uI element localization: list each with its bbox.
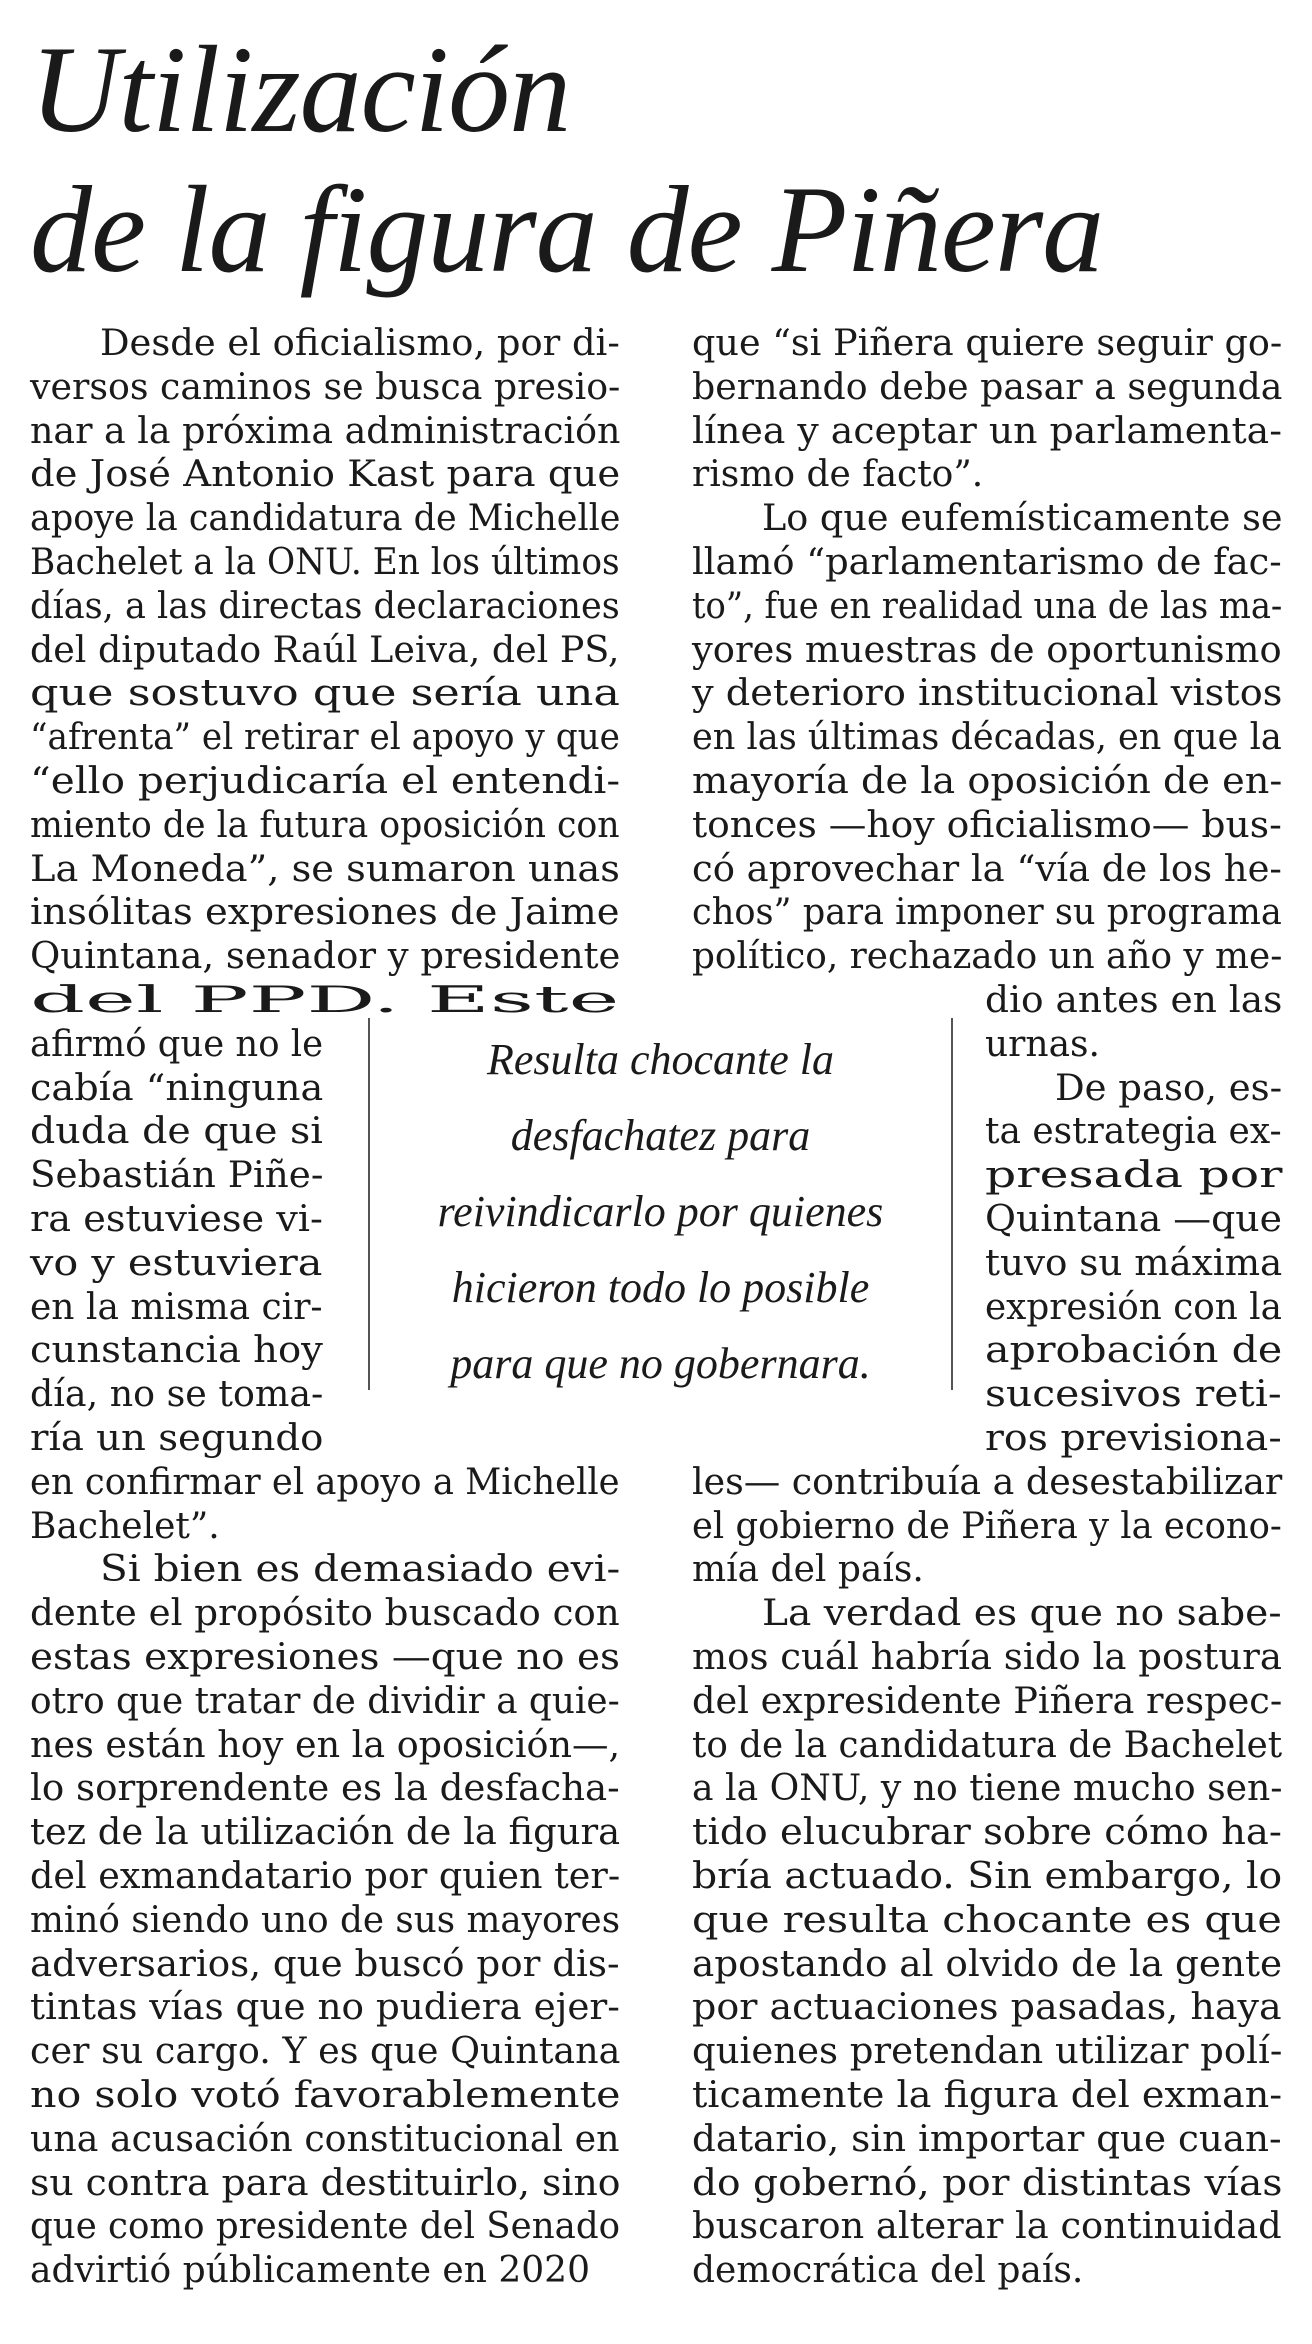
body-line: tuvo su máxima (985, 1242, 1283, 1284)
body-line: cer su cargo. Y es que Quintana (30, 2031, 621, 2073)
body-line: llamó “parlamentarismo de fac- (692, 542, 1282, 583)
body-line: que sostuvo que sería una (30, 673, 620, 715)
body-line: días, a las directas declaraciones (30, 585, 620, 627)
body-line: les— contribuía a desestabilizar (692, 1461, 1283, 1503)
body-line: Bachelet a la ONU. En los últimos (30, 542, 620, 583)
body-line: línea y aceptar un parlamenta- (692, 410, 1282, 452)
body-line: presada por (985, 1155, 1283, 1197)
pull-quote-line: reivindicarlo por quienes (437, 1187, 884, 1236)
body-line: mayoría de la oposición de en- (692, 761, 1283, 802)
body-line: afirmó que no le (30, 1023, 324, 1065)
body-line: nar a la próxima administración (30, 410, 621, 452)
body-line: bría actuado. Sin embargo, lo (692, 1856, 1283, 1897)
body-line: buscaron alterar la continuidad (692, 2206, 1282, 2248)
title-line: de la figura de Piñera (30, 161, 1104, 298)
body-line: Sebastián Piñe- (30, 1155, 324, 1197)
body-line: to de la candidatura de Bachelet (692, 1724, 1283, 1766)
body-line: democrática del país. (692, 2250, 1084, 2292)
body-line: adversarios, que buscó por dis- (30, 1943, 620, 1985)
pull-quote-line: hicieron todo lo posible (451, 1263, 870, 1312)
body-line: en la misma cir- (30, 1286, 323, 1328)
title-line: Utilización (30, 21, 571, 158)
body-line: lo sorprendente es la desfacha- (30, 1768, 620, 1810)
body-line: rismo de facto”. (692, 454, 984, 496)
body-line: del expresidente Piñera respec- (692, 1680, 1283, 1722)
body-line: Bachelet”. (30, 1505, 220, 1547)
body-line: sucesivos reti- (985, 1374, 1282, 1416)
body-line: có aprovechar la “vía de los he- (692, 848, 1282, 890)
body-line: “ello perjudicaría el entendi- (30, 761, 621, 802)
body-line: “afrenta” el retirar el apoyo y que (30, 717, 620, 759)
body-line: ra estuviese vi- (30, 1199, 323, 1240)
body-line: dente el propósito buscado con (30, 1593, 620, 1635)
body-line: otro que tratar de dividir a quie- (30, 1680, 620, 1722)
body-line: político, rechazado un año y me- (692, 936, 1283, 978)
body-line: tonces —hoy oficialismo— bus- (692, 804, 1282, 846)
body-line: aprobación de (985, 1330, 1283, 1372)
body-line: del PPD. Este (30, 980, 620, 1021)
body-line: por actuaciones pasadas, haya (692, 1987, 1282, 2029)
body-line: del exmandatario por quien ter- (30, 1856, 621, 1897)
body-line: tintas vías que no pudiera ejer- (30, 1987, 620, 2029)
body-line: apostando al olvido de la gente (692, 1943, 1283, 1985)
body-line: que “si Piñera quiere seguir go- (692, 323, 1283, 364)
body-line: ticamente la figura del exman- (692, 2075, 1283, 2116)
body-line: ría un segundo (30, 1418, 324, 1459)
body-line: minó siendo uno de sus mayores (30, 1899, 621, 1941)
body-line: tido elucubrar sobre cómo ha- (692, 1812, 1282, 1854)
body-line: nes están hoy en la oposición—, (30, 1724, 621, 1766)
pull-quote-line: Resulta chocante la (486, 1035, 834, 1084)
body-line: que como presidente del Senado (30, 2206, 621, 2248)
body-line: insólitas expresiones de Jaime (30, 892, 620, 934)
body-line: tez de la utilización de la figura (30, 1812, 621, 1854)
body-line: no solo votó favorablemente (30, 2075, 621, 2116)
body-line: expresión con la (985, 1286, 1282, 1328)
body-line: La verdad es que no sabe- (762, 1593, 1282, 1635)
body-line: cabía “ninguna (30, 1067, 324, 1109)
body-line: do gobernó, por distintas vías (692, 2162, 1283, 2204)
body-line: duda de que si (30, 1111, 323, 1153)
body-line: de José Antonio Kast para que (30, 454, 621, 496)
body-line: apoye la candidatura de Michelle (30, 498, 621, 540)
article-title (30, 20, 1103, 300)
body-line: versos caminos se busca presio- (30, 366, 621, 408)
pull-quote (368, 1018, 953, 1390)
body-line: a la ONU, y no tiene mucho sen- (692, 1768, 1283, 1810)
body-line: miento de la futura oposición con (30, 804, 620, 846)
body-line: del diputado Raúl Leiva, del PS, (30, 629, 620, 671)
body-line: Quintana —que (985, 1199, 1282, 1240)
body-line: yores muestras de oportunismo (692, 629, 1282, 671)
body-line: urnas. (985, 1023, 1100, 1065)
body-line: en confirmar el apoyo a Michelle (30, 1461, 620, 1503)
body-line: ta estrategia ex- (985, 1111, 1282, 1153)
body-line: to”, fue en realidad una de las ma- (692, 585, 1283, 627)
body-line: chos” para imponer su programa (692, 892, 1282, 934)
body-line: bernando debe pasar a segunda (692, 366, 1283, 408)
body-line: su contra para destituirlo, sino (30, 2162, 621, 2204)
pull-quote-line: desfachatez para (510, 1111, 811, 1160)
pull-quote-line: para que no gobernara. (450, 1339, 871, 1388)
body-line: cunstancia hoy (30, 1330, 323, 1372)
body-line: día, no se toma- (30, 1374, 324, 1416)
body-line: mía del país. (692, 1549, 924, 1591)
body-line: estas expresiones —que no es (30, 1637, 620, 1678)
body-line: datario, sin importar que cuan- (692, 2118, 1282, 2160)
body-line: Lo que eufemísticamente se (762, 498, 1283, 540)
body-line: Si bien es demasiado evi- (100, 1549, 621, 1591)
body-line: y deterioro institucional vistos (692, 673, 1283, 715)
body-line: advirtió públicamente en 2020 (30, 2250, 590, 2292)
body-line: De paso, es- (1055, 1067, 1283, 1109)
body-line: el gobierno de Piñera y la econo- (692, 1505, 1282, 1547)
body-line: Desde el oficialismo, por di- (100, 323, 620, 364)
body-line: La Moneda”, se sumaron unas (30, 848, 620, 890)
body-line: dio antes en las (985, 980, 1283, 1021)
body-line: vo y estuviera (30, 1242, 323, 1284)
body-line: que resulta chocante es que (692, 1899, 1282, 1941)
body-line: quienes pretendan utilizar polí- (692, 2031, 1283, 2073)
body-line: ros previsiona- (985, 1418, 1282, 1459)
body-line: Quintana, senador y presidente (30, 936, 621, 978)
body-line: una acusación constitucional en (30, 2118, 620, 2160)
body-line: mos cuál habría sido la postura (692, 1637, 1282, 1678)
body-line: en las últimas décadas, en que la (692, 717, 1282, 759)
